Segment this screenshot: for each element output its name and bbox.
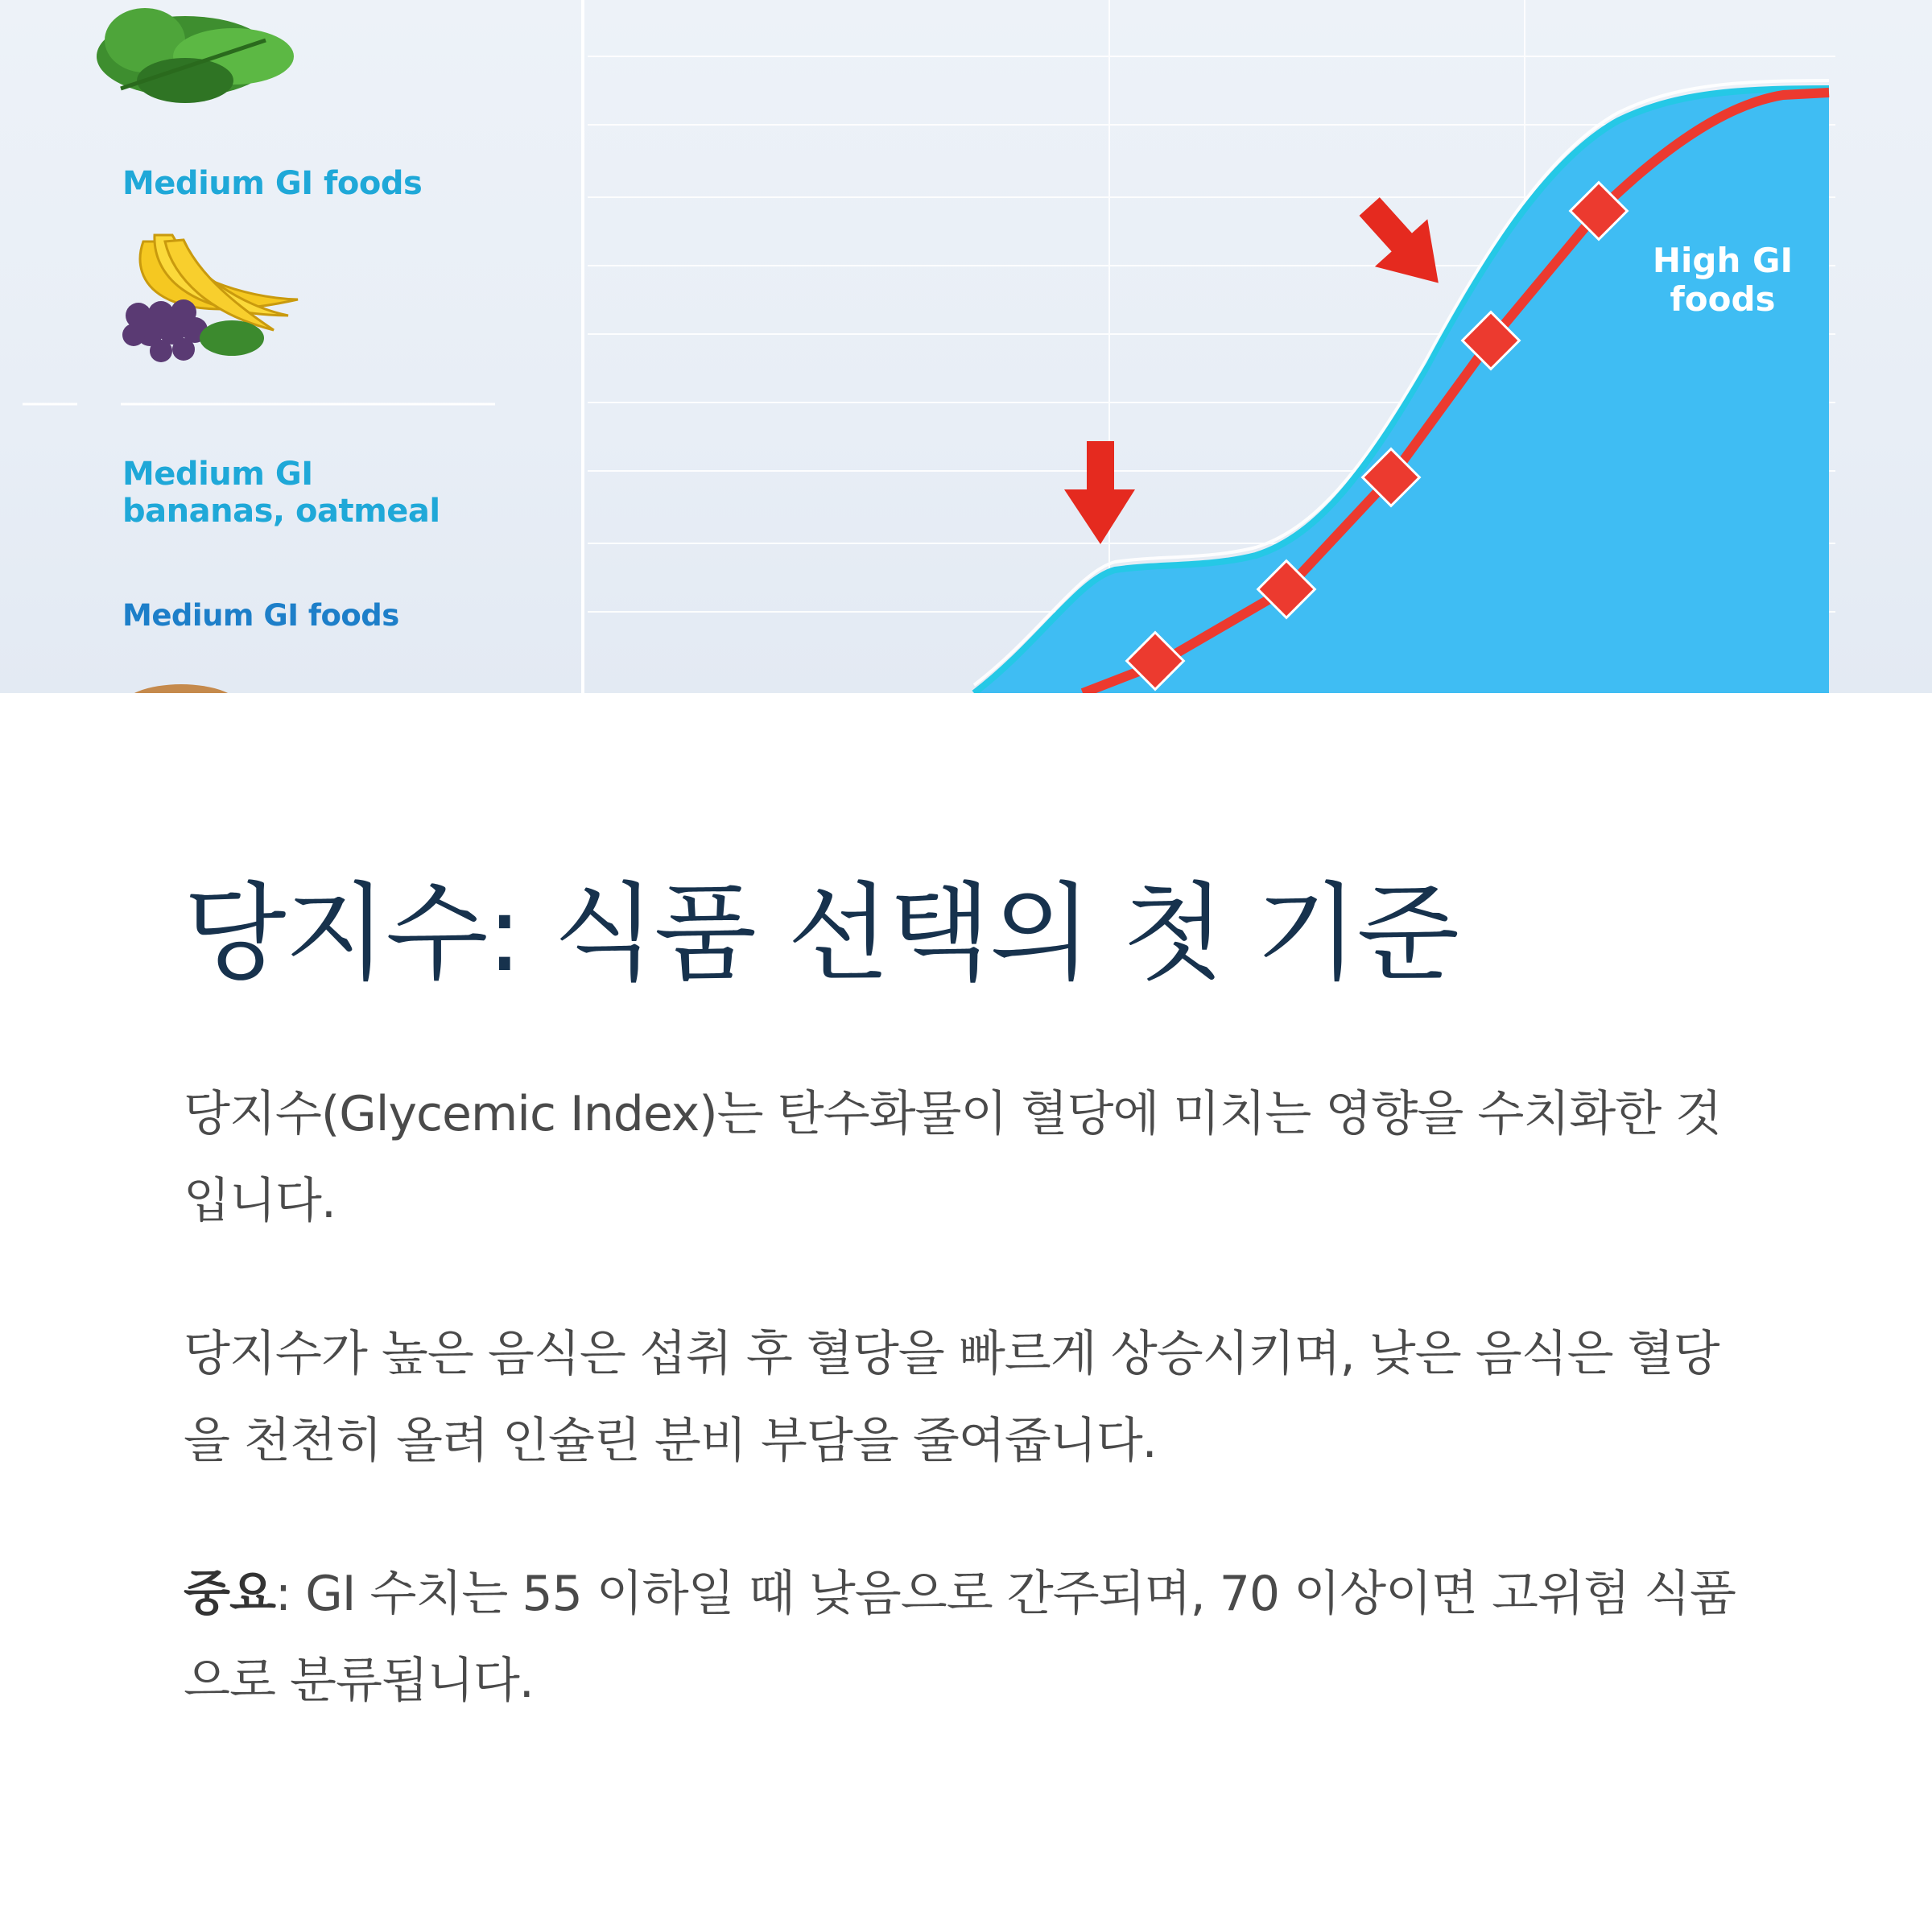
- note-label: 중요: [184, 1566, 275, 1622]
- arrow-icon: [1064, 441, 1135, 544]
- medium-gi-bananas-label: Medium GI bananas, oatmeal: [122, 456, 440, 530]
- high-gi-area: [974, 89, 1829, 693]
- article: [184, 869, 1761, 1724]
- note-text: : GI 수치는 55 이하일 때 낮음으로 간주되며, 70 이상이면 고위험 식품으로 분류됩니다.: [184, 1566, 1736, 1709]
- note-paragraph: [184, 1550, 1761, 1724]
- hero-image: [0, 0, 1932, 693]
- paragraph: 당지수가 높은 음식은 섭취 후 혈당을 빠르게 상승시키며, 낮은 음식은 혈당을 천천히 올려 인슐린 분비 부담을 줄여줍니다.: [184, 1326, 1719, 1469]
- paragraph: 당지수(Glycemic Index)는 탄수화물이 혈당에 미치는 영향을 수치화한 것입니다.: [184, 1086, 1722, 1229]
- high-gi-label: High GI foods: [1652, 241, 1794, 319]
- gi-chart-illustration: [0, 0, 1932, 693]
- banana-grape-icon: [122, 235, 298, 362]
- medium-gi-label: Medium GI foods: [122, 598, 399, 633]
- bread-icon: [121, 684, 242, 693]
- medium-gi-label: Medium GI foods: [122, 165, 423, 202]
- page-title: 당지수: 식품 선택의 첫 기준: [184, 872, 1458, 996]
- arrow-icon: [1343, 184, 1464, 308]
- leafy-greens-icon: [97, 8, 294, 103]
